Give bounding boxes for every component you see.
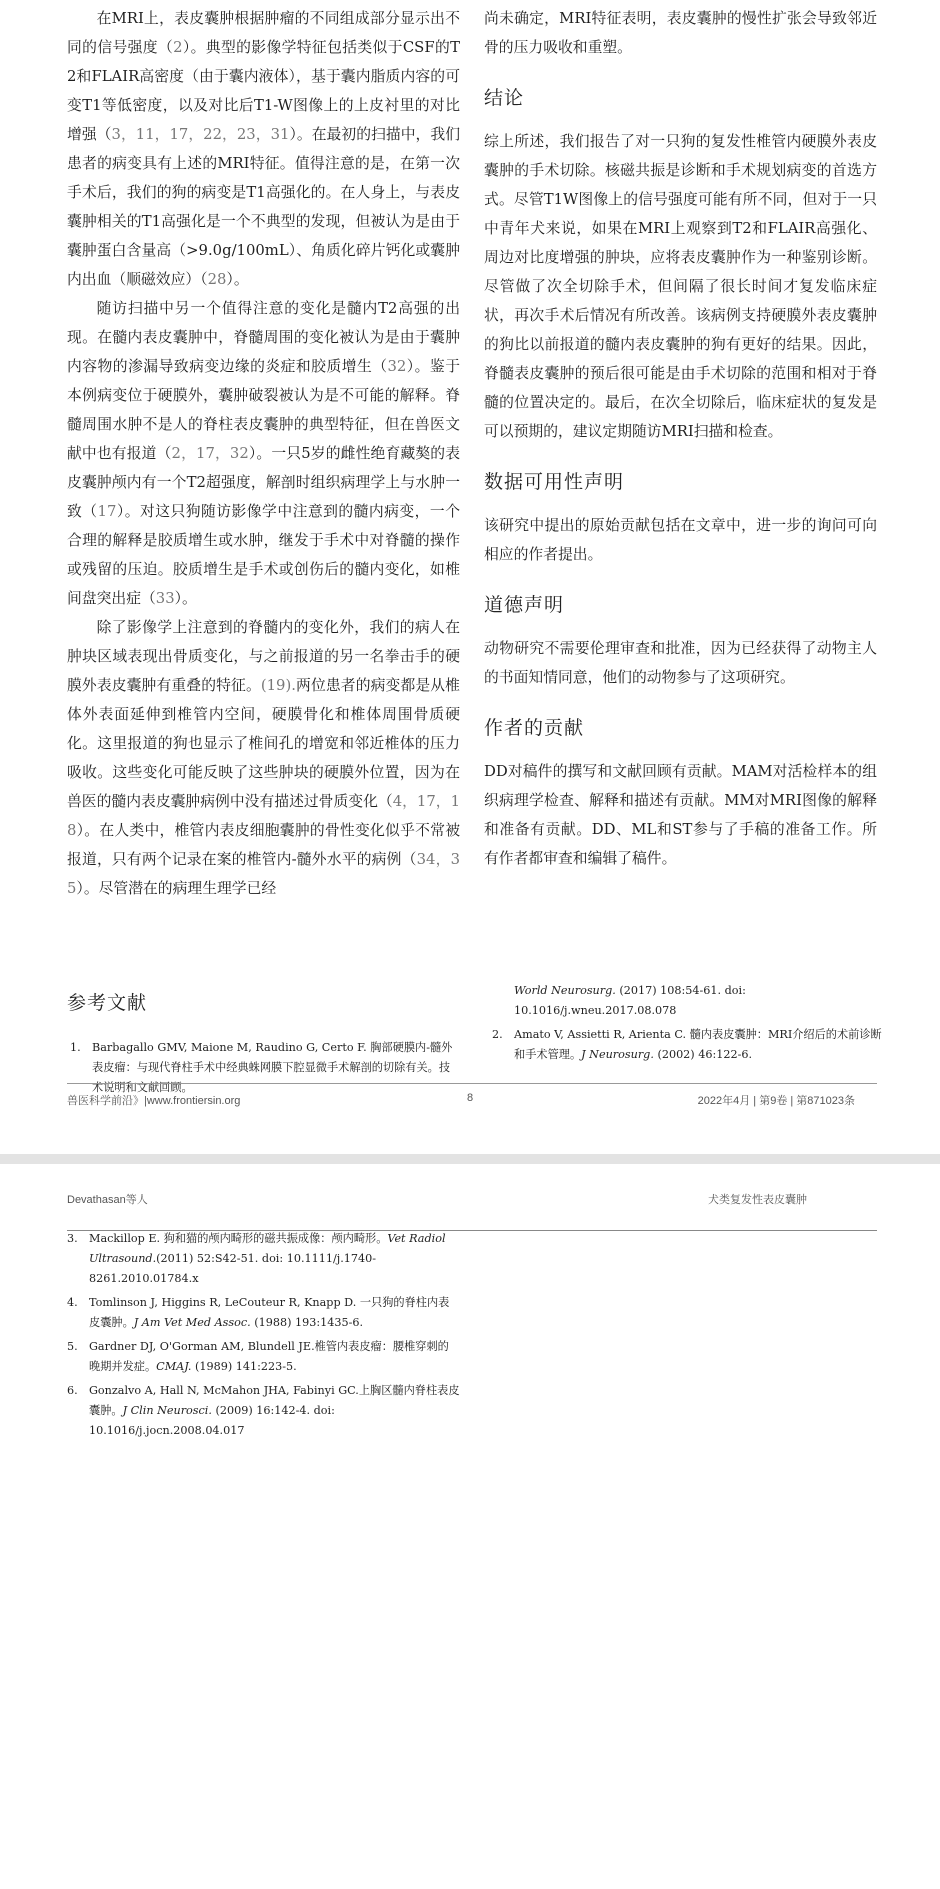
text: (2009) 16:142-4. doi: 10.1016/j.jocn.2008.04.017 xyxy=(89,1404,335,1437)
reference-number: 1. xyxy=(70,1041,81,1054)
text: (2017) 108:54-61. doi: 10.1016/j.wneu.2017.08.078 xyxy=(514,984,746,1017)
paragraph-mri-features xyxy=(67,4,460,294)
reference-number: 6. xyxy=(67,1384,78,1397)
spacer xyxy=(492,961,514,981)
text: 除了影像学上注意到的脊髓内的变化外，我们的病人在肿块区域表现出骨质变化，与之前报道的另一名拳击手的硬膜外表皮囊肿有重叠的特征。 xyxy=(67,619,460,694)
header-authors: Devathasan等人 xyxy=(67,1194,148,1206)
section-heading-author-contributions: 作者的贡献 xyxy=(484,717,585,739)
section-heading-ethics: 道德声明 xyxy=(484,594,565,616)
references-heading: 参考文献 xyxy=(67,992,148,1014)
section-heading-conclusion: 结论 xyxy=(484,87,525,109)
citation-link[interactable]: 34，35 xyxy=(67,851,460,897)
reference-text xyxy=(89,1293,460,1333)
reference-item[interactable] xyxy=(67,1381,460,1441)
text: 在MRI上，表皮囊肿根据肿瘤的不同组成部分显示出不同的信号强度（ xyxy=(67,10,460,56)
footer-page-number: 8 xyxy=(467,1092,474,1104)
spacer xyxy=(492,981,514,1021)
reference-list-right xyxy=(492,981,882,1065)
reference-text-tail xyxy=(514,981,882,1021)
text: (1988) 193:1435-6. xyxy=(254,1316,364,1329)
citation-link[interactable]: 32 xyxy=(387,358,407,375)
text: Barbagallo GMV, Maione M, Raudino G, Certo F. 胸部硬膜内-髓外表皮瘤：与现代脊柱手术中经典蛛网膜下腔显微手术解剖的切除有关。技术说明和文献回顾。 xyxy=(92,1041,453,1094)
text: (2011) 52:S42-51. doi: 10.1111/j.1740-8261.2010.01784.x xyxy=(89,1252,377,1285)
text: Gonzalvo A, Hall N, McMahon JHA, Fabinyi GC.上胸区髓内脊柱表皮囊肿。 xyxy=(89,1384,460,1417)
reference-list-page2 xyxy=(67,1229,460,1441)
text: 随访扫描中另一个值得注意的变化是髓内T2高强的出现。在髓内表皮囊肿中，脊髓周围的变化被认为是由于囊肿内容物的渗漏导致病变边缘的炎症和胶质增生（ xyxy=(67,300,460,375)
text: ）。在最初的扫描中，我们患者的病变具有上述的MRI特征。值得注意的是，在第一次手术后，我们的狗的病变是T1高强化的。在人身上，与表皮囊肿相关的T1高强化是一个不典型的发现，但被认为是由于囊肿蛋白含量高（>9.0g/100mL）、角质化碎片钙化或囊肿内出血（顺磁效应）（ xyxy=(67,126,460,288)
journal-name: J Clin Neurosci. xyxy=(122,1404,212,1417)
citation-link[interactable]: 3，11，17，22，23，31 xyxy=(111,126,290,143)
reference-text xyxy=(92,1038,460,1098)
citation-link[interactable]: 28 xyxy=(207,271,227,288)
text: (1989) 141:223-5. xyxy=(194,1360,297,1373)
citation-link[interactable]: 2，17，32 xyxy=(171,445,249,462)
text: ）。一只5岁的雌性绝育藏獒的表皮囊肿颅内有一个T2超强度，解剖时组织病理学上与水肿一致（ xyxy=(67,445,460,520)
text: (2002) 46:122-6. xyxy=(657,1048,753,1061)
reference-number: 2. xyxy=(492,1028,503,1041)
citation-link[interactable]: 4，17，18 xyxy=(67,793,460,839)
header-title: 犬类复发性表皮囊肿 xyxy=(708,1194,807,1206)
footer-journal[interactable]: 兽医科学前沿》|www.frontiersin.org xyxy=(67,1095,241,1107)
text: ）。 xyxy=(174,590,197,607)
text: ）。尽管潜在的病理生理学已经 xyxy=(76,880,277,897)
page-footer xyxy=(67,1083,877,1107)
reference-text xyxy=(89,1337,460,1377)
footer-issue: 2022年4月 | 第9卷 | 第871023条 xyxy=(697,1095,855,1107)
journal-name: Vet Radiol Ultrasound. xyxy=(89,1232,446,1265)
text: 两位患者的病变都是从椎体外表面延伸到椎管内空间，硬膜骨化和椎体周围骨质硬化。这里报道的狗也显示了椎间孔的增宽和邻近椎体的压力吸收。这些变化可能反映了这些肿块的硬膜外位置，因为在兽医的髓内表皮囊肿病例中没有描述过骨质变化（ xyxy=(67,677,460,810)
reference-text xyxy=(89,1229,460,1289)
text: Mackillop E. 狗和猫的颅内畸形的磁共振成像：颅内畸形。 xyxy=(89,1232,388,1245)
citation-link[interactable]: 33 xyxy=(155,590,175,607)
text: ）。在人类中，椎管内表皮细胞囊肿的骨性变化似乎不常被报道，只有两个记录在案的椎管内-髓外水平的病例（ xyxy=(67,822,460,868)
reference-item[interactable] xyxy=(70,1038,460,1098)
reference-number: 5. xyxy=(67,1340,78,1353)
text: ）。典型的影像学特征包括类似于CSF的T2和FLAIR高密度（由于囊内液体），基于囊内脂质内容的可变T1等低密度，以及对比后T1-W图像上的上皮衬里的对比增强（ xyxy=(67,39,460,143)
reference-number: 4. xyxy=(67,1296,78,1309)
citation-link[interactable]: 2 xyxy=(173,39,183,56)
reference-list-left xyxy=(70,1038,460,1094)
reference-item[interactable] xyxy=(67,1337,460,1377)
reference-number: 3. xyxy=(67,1232,78,1245)
reference-text xyxy=(514,1025,882,1065)
paragraph-bone-changes xyxy=(67,613,460,903)
text: Gardner DJ, O'Gorman AM, Blundell JE.椎管内表皮瘤：腰椎穿刺的晚期并发症。 xyxy=(89,1340,449,1373)
reference-item[interactable] xyxy=(67,1229,460,1289)
paragraph-conclusion: 综上所述，我们报告了对一只狗的复发性椎管内硬膜外表皮囊肿的手术切除。核磁共振是诊断和手术规划病变的首选方式。尽管T1W图像上的信号强度可能有所不同，但对于一只中青年犬来说，如果在MRI上观察到T2和FLAIR高强化、周边对比度增强的肿块，应将表皮囊肿作为一种鉴别诊断。尽管做了次全切除手术，但间隔了很长时间才复发临床症状，再次手术后情况有所改善。该病例支持硬膜外表皮囊肿的狗比以前报道的髓内表皮囊肿的狗有更好的结果。因此，脊髓表皮囊肿的预后很可能是由手术切除的范围和相对于脊髓的位置决定的。最后，在次全切除后，临床症状的复发是可以预期的，建议定期随访MRI扫描和检查。 xyxy=(484,133,877,440)
citation-link[interactable]: 17 xyxy=(97,503,117,520)
reference-text xyxy=(89,1381,460,1441)
journal-name: J Neurosurg. xyxy=(581,1048,654,1061)
text: Amato V, Assietti R, Arienta C. 髓内表皮囊肿：MRI介绍后的术前诊断和手术管理。 xyxy=(514,1028,882,1061)
page-header xyxy=(67,1191,877,1207)
journal-name: World Neurosurg. xyxy=(514,984,616,997)
section-heading-data-availability: 数据可用性声明 xyxy=(484,471,625,493)
paragraph-data-availability: 该研究中提出的原始贡献包括在文章中，进一步的询问可向相应的作者提出。 xyxy=(484,517,877,563)
right-column xyxy=(484,4,877,873)
paragraph-continuation: 尚未确定，MRI特征表明，表皮囊肿的慢性扩张会导致邻近骨的压力吸收和重塑。 xyxy=(484,10,877,56)
journal-name: CMAJ. xyxy=(156,1360,192,1373)
text: Tomlinson J, Higgins R, LeCouteur R, Knapp D. 一只狗的脊柱内表皮囊肿。 xyxy=(89,1296,450,1329)
paragraph-ethics: 动物研究不需要伦理审查和批准，因为已经获得了动物主人的书面知情同意，他们的动物参与了这项研究。 xyxy=(484,640,877,686)
journal-name: J Am Vet Med Assoc. xyxy=(133,1316,251,1329)
left-column xyxy=(67,4,460,903)
reference-item-continued xyxy=(492,961,882,981)
reference-item[interactable] xyxy=(67,1293,460,1333)
text: ）。 xyxy=(226,271,249,288)
reference-item[interactable] xyxy=(492,981,882,1021)
paragraph-followup-scan xyxy=(67,294,460,613)
text: ）。对这只狗随访影像学中注意到的髓内病变，一个合理的解释是胶质增生或水肿，继发于手术中对脊髓的操作或残留的压迫。胶质增生是手术或创伤后的髓内变化，如椎间盘突出症（ xyxy=(67,503,460,607)
page-separator xyxy=(0,1154,940,1164)
citation-link[interactable]: (19). xyxy=(260,677,296,694)
text: ）。鉴于本例病变位于硬膜外，囊肿破裂被认为是不可能的解释。脊髓周围水肿不是人的脊柱表皮囊肿的典型特征，但在兽医文献中也有报道（ xyxy=(67,358,460,462)
reference-item[interactable] xyxy=(492,1025,882,1065)
paragraph-author-contributions: DD对稿件的撰写和文献回顾有贡献。MAM对活检样本的组织病理学检查、解释和描述有贡献。MM对MRI图像的解释和准备有贡献。DD、ML和ST参与了手稿的准备工作。所有作者都审查和编辑了稿件。 xyxy=(484,763,877,867)
